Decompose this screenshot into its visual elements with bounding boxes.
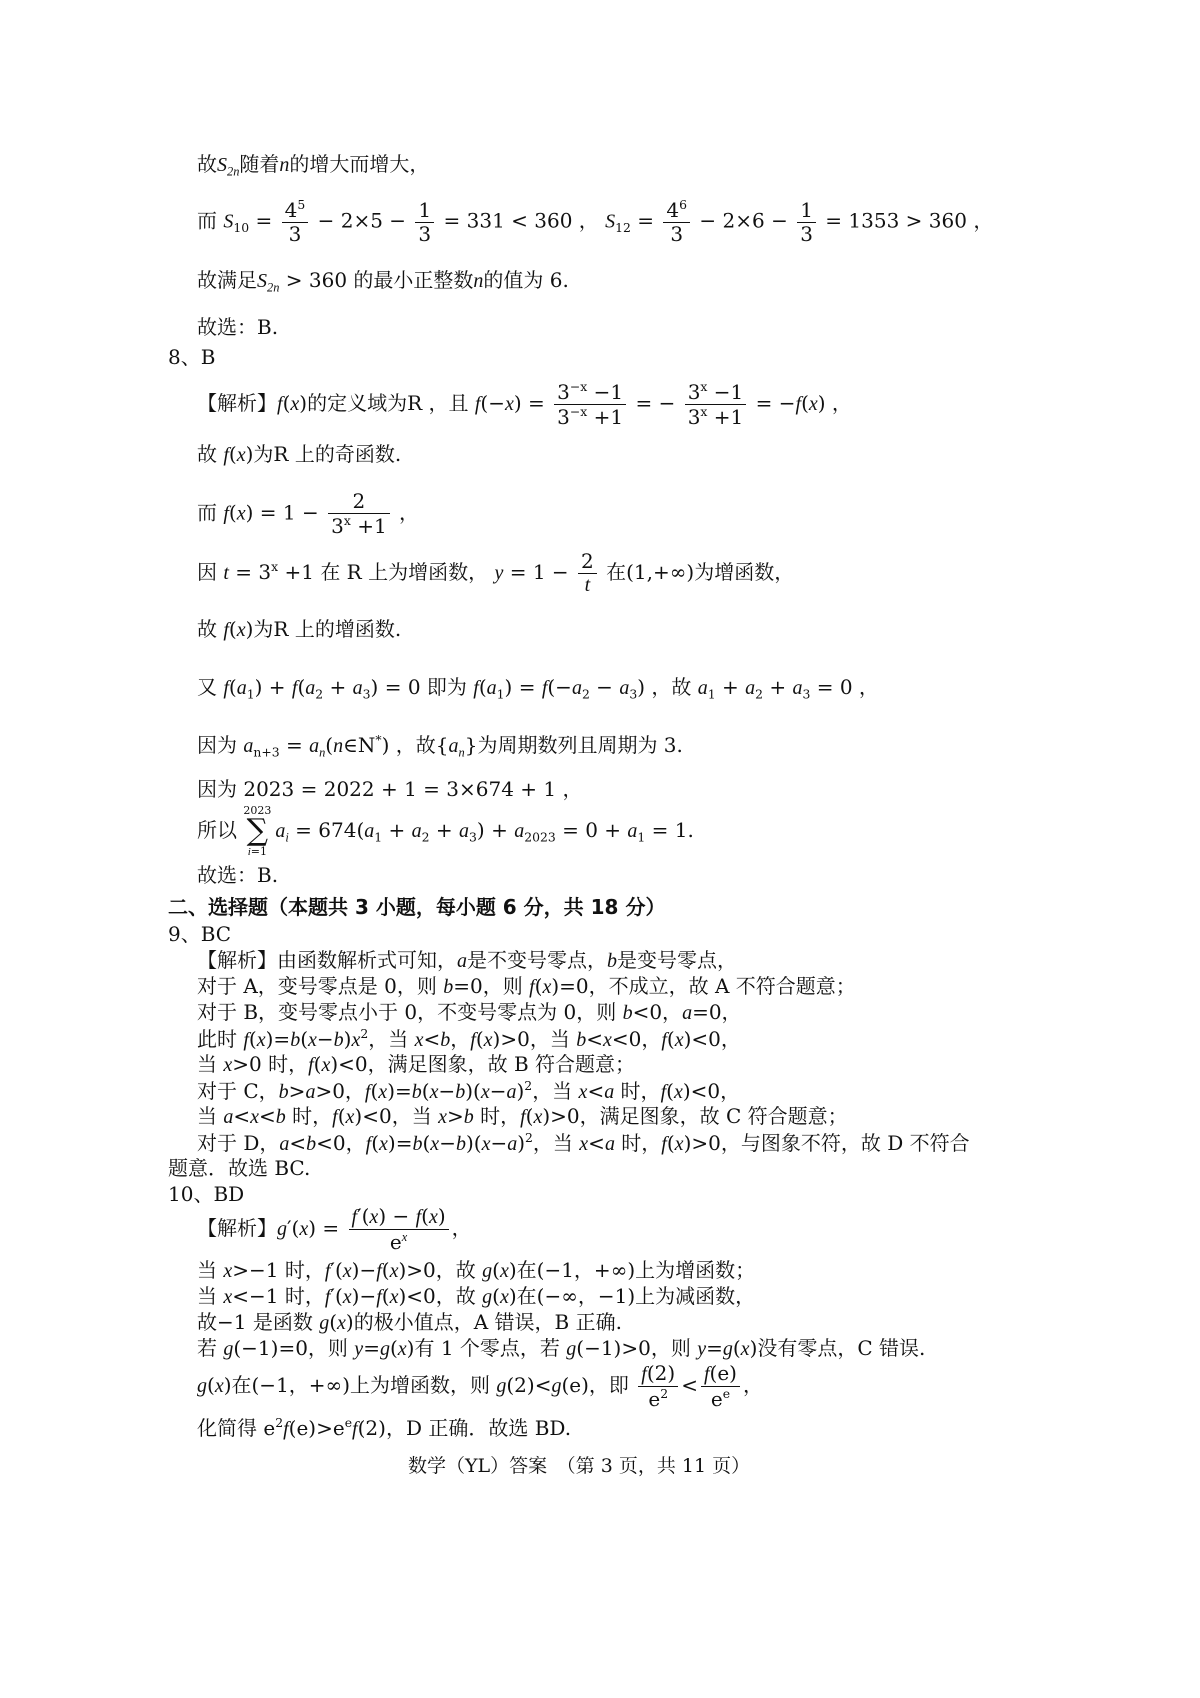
text-line: 故 f(x)为R 上的增函数. (197, 617, 402, 641)
section-heading: 二、选择题（本题共 3 小题，每小题 6 分，共 18 分） (168, 895, 666, 919)
text-line: 故−1 是函数 g(x)的极小值点，A 错误，B 正确. (197, 1310, 622, 1334)
text-line: 题意．故选 BC. (168, 1156, 311, 1180)
text-line: 故 f(x)为R 上的奇函数. (197, 442, 402, 466)
text-line: 故$S_{2n}$随着n的增大而增大， (197, 152, 430, 179)
text-line: 因为 2023 = 2022 + 1 = 3×674 + 1 ， (197, 777, 583, 801)
text-line: 若 g(−1)=0，则 y=g(x)有 1 个零点，若 g(−1)>0，则 y=g(x)没有零点，C 错误. (197, 1336, 926, 1360)
text-line: 对于 C，b>a>0，$f(x)=b(x-b)(x-a)^2$，当 x<a 时，f(x)<0， (197, 1078, 741, 1104)
page-footer: 数学（YL）答案 （第 3 页，共 11 页） (408, 1455, 751, 1477)
text-line: 当 x>−1 时，f′(x)−f(x)>0，故 g(x)在(−1，+∞)上为增函数； (197, 1258, 756, 1282)
text-line: 故选：B. (197, 863, 279, 887)
answer-number: 10、BD (168, 1182, 245, 1206)
answer-number: 9、BC (168, 922, 232, 946)
text-line: 此时 $f(x)=b(x-b)x^2$，当 x<b，f(x)>0，当 b<x<0，f(x)<0， (197, 1026, 741, 1052)
text-line: 对于 B，变号零点小于 0，不变号零点为 0，则 b<0，a=0， (197, 1000, 742, 1024)
formula-line: 因 $t = 3^x +1$ 在 R 上为增函数， y = 1 − $\frac{2}{t}$ 在(1,+∞)为增函数， (197, 549, 795, 596)
text-line: 当 x<−1 时，f′(x)−f(x)<0，故 g(x)在(−∞，−1)上为减函数， (197, 1284, 756, 1308)
formula-line: 而 $S_{10}$ = $\frac{4^5}{3}$ − 2×5 − $\frac{1}{3}$ = 331 < 360 ， $S_{12}$ = $\frac{4^6}{3}$ − 2×6 − $\frac{1}{3}$ = 1353 > 360 ， (197, 197, 994, 247)
formula-line: g(x)在(−1，+∞)上为增函数，则 g(2)<g(e)，即 $\frac{f(2)}{e^2}$ < $\frac{f(e)}{e^e}$ ， (197, 1361, 763, 1412)
formula-line: 所以 2023 ∑ i=1 $a_i = 674(a_1 + a_2 + a_3) + a_{2023} = 0 + a_1 = 1$. (197, 804, 694, 858)
text-line: 故满足$S_{2n} > 360$ 的最小正整数n的值为 6. (197, 268, 569, 295)
text-line: 对于 D，a<b<0，$f(x)=b(x-b)(x-a)^2$，当 x<a 时，f(x)>0，与图象不符，故 D 不符合 (197, 1130, 970, 1156)
text-line: 对于 A，变号零点是 0，则 b=0，则 f(x)=0，不成立，故 A 不符合题意； (197, 974, 856, 998)
text-line: 化简得 $e^2f(e)>e^ef(2)$，D 正确．故选 BD. (197, 1415, 572, 1441)
answer-number: 8、B (168, 345, 216, 369)
text-line: 故选：B. (197, 315, 279, 339)
formula-line: 【解析】g′(x) = $\frac{f'(x) - f(x)}{e^x}$ ， (197, 1204, 472, 1255)
text-line: 当 x>0 时，f(x)<0，满足图象，故 B 符合题意； (197, 1052, 636, 1076)
formula-line: 又 $f(a_1) + f(a_2 + a_3) = 0$ 即为 $f(a_1) = f(-a_2 - a_3)$ ，故 $a_1 + a_2 + a_3 = 0$ ， (197, 675, 879, 702)
text-line: 【解析】由函数解析式可知，a是不变号零点，b是变号零点， (197, 948, 737, 972)
formula-line: 而 f(x) = 1 − $\frac{2}{3^x +1}$ ， (197, 489, 420, 539)
formula-line: 【解析】f(x)的定义域为R ，且 f(−x) = $\frac{3^{-x} -1}{3^{-x} +1}$ = − $\frac{3^x -1}{3^x +1}$ = −f(x) ， (197, 379, 852, 430)
formula-line: 因为 $a_{n+3}$ = $a_n(n\in N^*)$ ，故$\{a_n\}$为周期数列且周期为 3. (197, 732, 683, 760)
text-line: 当 a<x<b 时，f(x)<0，当 x>b 时，f(x)>0，满足图象，故 C 符合题意； (197, 1104, 848, 1128)
